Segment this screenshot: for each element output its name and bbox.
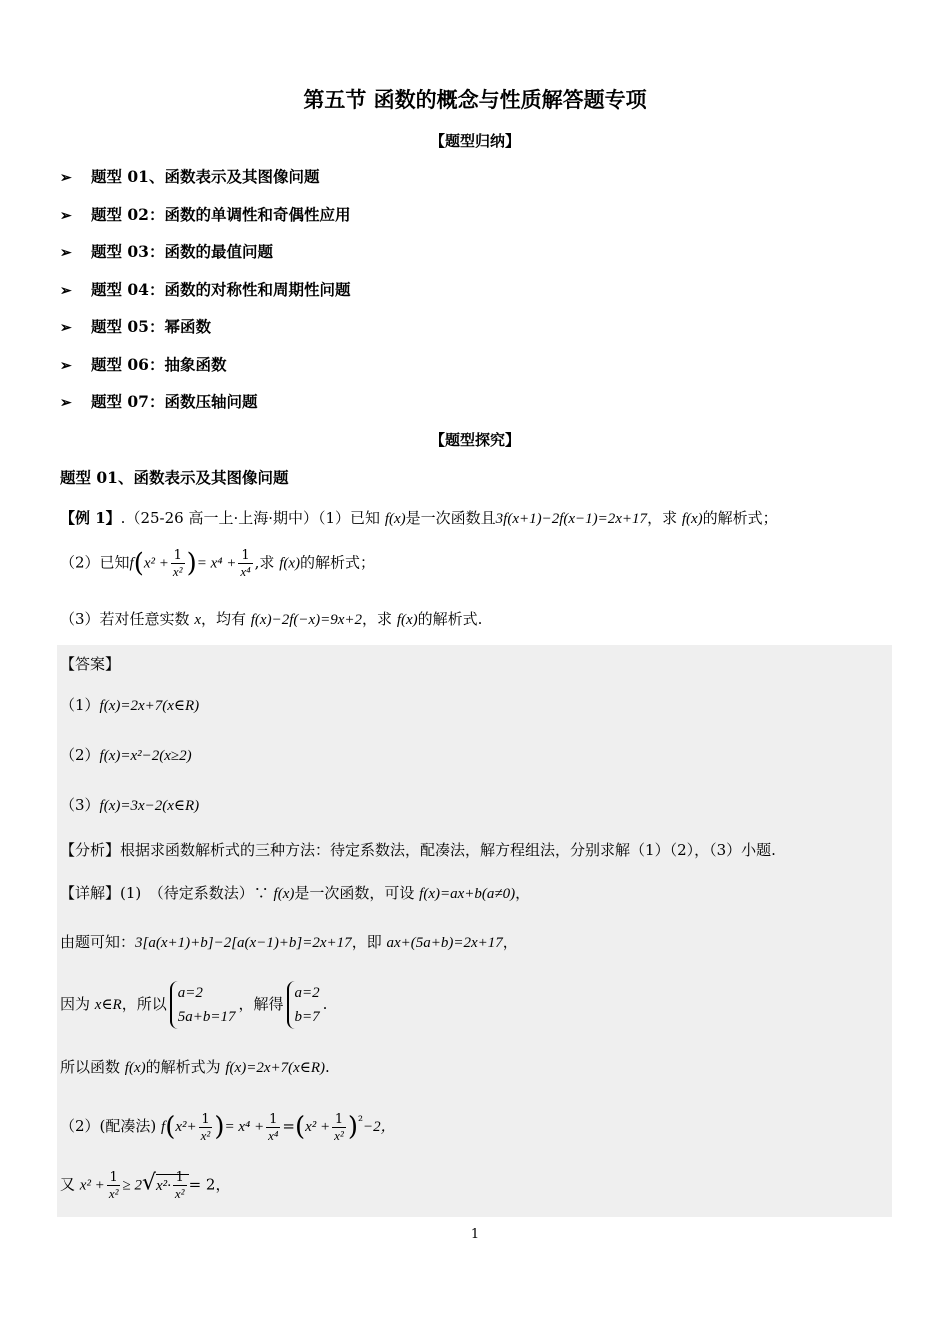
fraction: $\frac{1}{\text{x⁴}}$	[268, 1111, 279, 1143]
page-title: 第五节 函数的概念与性质解答题专项	[303, 87, 647, 112]
arrow-bullet-icon: ➢	[60, 320, 72, 336]
equation-system: a=2 b=7	[287, 981, 320, 1029]
fraction: $\frac{1}{\text{x²}}$	[334, 1111, 344, 1143]
answer-3: （3）f(x)=3x−2(x∈R)	[60, 796, 200, 814]
example-question-3: （3）若对任意实数 x，均有 f(x)−2f(−x)=9x+2，求 f(x)的解析式.	[60, 610, 483, 628]
list-item: ➢ 题型 05：幂函数	[60, 316, 350, 354]
detail-line-4: 所以函数 f(x)的解析式为 f(x)=2x+7(x∈R).	[60, 1058, 330, 1076]
section-explore-heading: 【题型探究】	[429, 431, 520, 449]
arrow-bullet-icon: ➢	[60, 245, 72, 261]
list-item: ➢ 题型 07：函数压轴问题	[60, 391, 350, 429]
list-item: ➢ 题型 04：函数的对称性和周期性问题	[60, 279, 350, 317]
detail-line-6: 又 x² + $\frac{1}{\text{x²}}$ ≥ 2√x²· $\frac{1}{\text{x²}}$ = 2，	[60, 1170, 231, 1201]
detail-line-2: 由题可知：3[a(x+1)+b]−2[a(x−1)+b]=2x+17，即 ax+(5a+b)=2x+17，	[60, 933, 518, 951]
detail-line-5: （2）(配凑法) f(x²+ $\frac{1}{\text{x²}}$ )= x⁴ + $\frac{1}{\text{x⁴}}$ =(x² + $\frac{1}{\text{x²}}$ )$^{^2}$−2，	[60, 1111, 396, 1143]
fraction: $\frac{1}{\text{x²}}$	[174, 1170, 185, 1201]
arrow-bullet-icon: ➢	[60, 395, 72, 411]
section-summary-heading: 【题型归纳】	[429, 132, 520, 150]
list-item: ➢ 题型 03：函数的最值问题	[60, 241, 350, 279]
equation-system: a=2 5a+b=17	[170, 981, 236, 1029]
arrow-bullet-icon: ➢	[60, 357, 72, 374]
analysis: 【分析】根据求函数解析式的三种方法：待定系数法，配凑法，解方程组法，分别求解（1）（2），（3）小题.	[60, 841, 776, 859]
arrow-bullet-icon: ➢	[60, 282, 72, 299]
arrow-bullet-icon: ➢	[60, 207, 72, 224]
fraction: $\frac{1}{\text{x²}}$	[172, 548, 183, 579]
arrow-bullet-icon: ➢	[60, 170, 72, 186]
detail-line-3: 因为 x∈R，所以 a=2 5a+b=17 ，解得 a=2 b=7 .	[60, 981, 327, 1029]
example-question-2: （2）已知f(x² + $\frac{1}{\text{x²}}$ )= x⁴ + $\frac{1}{\text{x⁴}}$ ,求 f(x)的解析式；	[60, 548, 376, 579]
answer-2: （2）f(x)=x²−2(x≥2)	[60, 746, 192, 764]
answer-label: 【答案】	[60, 655, 121, 673]
fraction: $\frac{1}{\text{x²}}$	[108, 1170, 119, 1201]
answer-1: （1）f(x)=2x+7(x∈R)	[60, 696, 200, 714]
question-type-list	[60, 166, 350, 429]
fraction: $\frac{1}{\text{x⁴}}$	[240, 548, 251, 579]
type1-heading: 题型 01、函数表示及其图像问题	[60, 468, 289, 487]
list-item: ➢ 题型 01、函数表示及其图像问题	[60, 166, 350, 204]
list-item: ➢ 题型 06：抽象函数	[60, 354, 350, 392]
detail-line-1: 【详解】(1) （待定系数法）∵ f(x)是一次函数，可设 f(x)=ax+b(a≠0)，	[60, 884, 531, 902]
list-item: ➢ 题型 02：函数的单调性和奇偶性应用	[60, 204, 350, 242]
example-question-1: 【例 1】.（25-26 高一上·上海·期中）（1）已知 f(x)是一次函数且3f(x+1)−2f(x−1)=2x+17，求 f(x)的解析式；	[60, 509, 778, 527]
page-number: 1	[470, 1227, 480, 1242]
fraction: $\frac{1}{\text{x²}}$	[200, 1111, 211, 1143]
